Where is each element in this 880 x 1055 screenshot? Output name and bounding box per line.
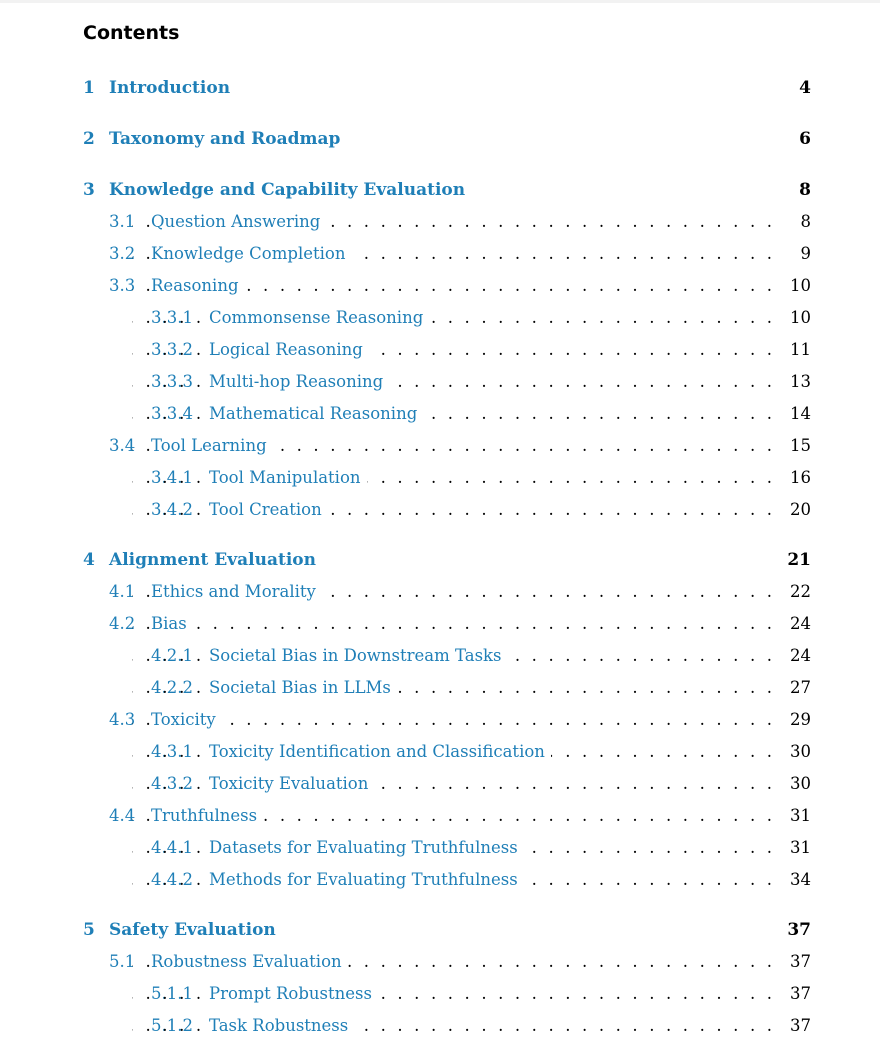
toc-entry-section[interactable] [0,710,880,734]
toc-entry-number: 5.1.2 [151,1016,193,1035]
toc-entry-page: 21 [787,550,811,570]
toc-entry-subsection[interactable] [0,870,880,894]
toc-entry-number: 3.4 [109,436,136,455]
toc-entry-subsection[interactable] [0,678,880,702]
toc-entry-title[interactable]: Safety Evaluation [109,920,282,940]
top-edge [0,0,880,3]
toc-entry-number: 4.2 [109,614,136,633]
toc-entry-page: 30 [790,774,811,793]
toc-entry-number: 5.1.1 [151,984,193,1003]
toc-entry-subsection[interactable] [0,308,880,332]
toc-entry-number: 3.3 [109,276,136,295]
toc-entry-title[interactable]: Task Robustness [209,1016,354,1035]
toc-entry-number: 4.3.1 [151,742,193,761]
toc-entry-number: 3.3.2 [151,340,193,359]
toc-entry-page: 16 [790,468,811,487]
toc-entry-title[interactable]: Commonsense Reasoning [209,308,429,327]
toc-entry-number: 3.3.1 [151,308,193,327]
toc-entry-title[interactable]: Toxicity [151,710,222,729]
toc-entry-title[interactable]: Knowledge and Capability Evaluation [109,180,471,200]
toc-entry-page: 15 [790,436,811,455]
toc-entry-title[interactable]: Taxonomy and Roadmap [109,129,346,149]
toc-entry-title[interactable]: Datasets for Evaluating Truthfulness [209,838,524,857]
toc-entry-page: 37 [790,952,811,971]
toc-entry-page: 27 [790,678,811,697]
page-title: Contents [83,22,180,44]
toc-entry-subsection[interactable] [0,742,880,766]
toc-entry-number: 4.4 [109,806,136,825]
toc-entry-subsection[interactable] [0,1016,880,1040]
toc-entry-page: 6 [799,129,811,149]
toc-entry-subsection[interactable] [0,340,880,364]
toc-entry-page: 24 [790,646,811,665]
toc-entry-number: 4.3 [109,710,136,729]
dot-leader [132,614,772,633]
toc-entry-page: 10 [790,276,811,295]
toc-entry-title[interactable]: Multi-hop Reasoning [209,372,389,391]
toc-entry-title[interactable]: Tool Manipulation [209,468,367,487]
toc-entry-section[interactable] [0,952,880,976]
toc-entry-chapter[interactable] [0,78,880,102]
toc-entry-number: 4.2.2 [151,678,193,697]
toc-entry-page: 31 [790,806,811,825]
toc-entry-title[interactable]: Question Answering [151,212,326,231]
toc-entry-title[interactable]: Robustness Evaluation [151,952,348,971]
toc-entry-number: 2 [83,129,95,149]
toc-entry-number: 4.4.2 [151,870,193,889]
toc-entry-page: 30 [790,742,811,761]
toc-entry-number: 4.3.2 [151,774,193,793]
toc-entry-number: 4.2.1 [151,646,193,665]
toc-entry-number: 4.4.1 [151,838,193,857]
toc-entry-number: 4.1 [109,582,136,601]
toc-entry-page: 8 [800,212,811,231]
toc-entry-page: 37 [790,984,811,1003]
toc-entry-page: 9 [800,244,811,263]
toc-entry-subsection[interactable] [0,646,880,670]
toc-entry-page: 11 [790,340,811,359]
toc-entry-page: 31 [790,838,811,857]
toc-entry-title[interactable]: Societal Bias in LLMs [209,678,397,697]
toc-entry-title[interactable]: Methods for Evaluating Truthfulness [209,870,524,889]
toc-entry-title[interactable]: Ethics and Morality [151,582,322,601]
toc-entry-page: 10 [790,308,811,327]
toc-entry-chapter[interactable] [0,920,880,944]
toc-entry-number: 3.3.4 [151,404,193,423]
toc-entry-page: 22 [790,582,811,601]
toc-entry-title[interactable]: Bias [151,614,193,633]
toc-entry-page: 4 [799,78,811,98]
toc-entry-subsection[interactable] [0,372,880,396]
toc-entry-number: 4 [83,550,95,570]
toc-entry-title[interactable]: Logical Reasoning [209,340,369,359]
toc-entry-title[interactable]: Truthfulness [151,806,263,825]
toc-entry-number: 5.1 [109,952,136,971]
toc-entry-number: 5 [83,920,95,940]
toc-entry-section[interactable] [0,582,880,606]
toc-entry-page: 24 [790,614,811,633]
toc-entry-section[interactable] [0,212,880,236]
toc-entry-number: 3.2 [109,244,136,263]
toc-entry-page: 34 [790,870,811,889]
dot-leader [132,710,772,729]
toc-entry-title[interactable]: Tool Learning [151,436,273,455]
toc-entry-title[interactable]: Alignment Evaluation [109,550,322,570]
toc-entry-title[interactable]: Toxicity Evaluation [209,774,374,793]
toc-entry-section[interactable] [0,436,880,460]
toc-entry-section[interactable] [0,614,880,638]
toc-entry-number: 3.1 [109,212,136,231]
toc-entry-subsection[interactable] [0,404,880,428]
toc-entry-number: 1 [83,78,95,98]
toc-entry-title[interactable]: Reasoning [151,276,245,295]
toc-entry-chapter[interactable] [0,550,880,574]
toc-entry-page: 20 [790,500,811,519]
toc-entry-section[interactable] [0,244,880,268]
toc-entry-subsection[interactable] [0,984,880,1008]
toc-entry-chapter[interactable] [0,180,880,204]
toc-entry-page: 8 [799,180,811,200]
toc-entry-section[interactable] [0,806,880,830]
toc-entry-page: 14 [790,404,811,423]
toc-entry-number: 3.4.1 [151,468,193,487]
toc-entry-page: 37 [790,1016,811,1035]
toc-entry-title[interactable]: Prompt Robustness [209,984,378,1003]
toc-entry-title[interactable]: Tool Creation [209,500,328,519]
toc-entry-subsection[interactable] [0,468,880,492]
toc-entry-subsection[interactable] [0,774,880,798]
toc-entry-title[interactable]: Societal Bias in Downstream Tasks [209,646,508,665]
toc-entry-page: 13 [790,372,811,391]
toc-entry-title[interactable]: Introduction [109,78,236,98]
toc-entry-number: 3.4.2 [151,500,193,519]
toc-entry-subsection[interactable] [0,838,880,862]
toc-entry-title[interactable]: Toxicity Identification and Classification [209,742,551,761]
toc-entry-title[interactable]: Knowledge Completion [151,244,351,263]
toc-entry-page: 29 [790,710,811,729]
toc-entry-page: 37 [787,920,811,940]
toc-entry-section[interactable] [0,276,880,300]
toc-entry-title[interactable]: Mathematical Reasoning [209,404,423,423]
toc-entry-number: 3.3.3 [151,372,193,391]
toc-entry-chapter[interactable] [0,129,880,153]
toc-entry-subsection[interactable] [0,500,880,524]
toc-entry-number: 3 [83,180,95,200]
